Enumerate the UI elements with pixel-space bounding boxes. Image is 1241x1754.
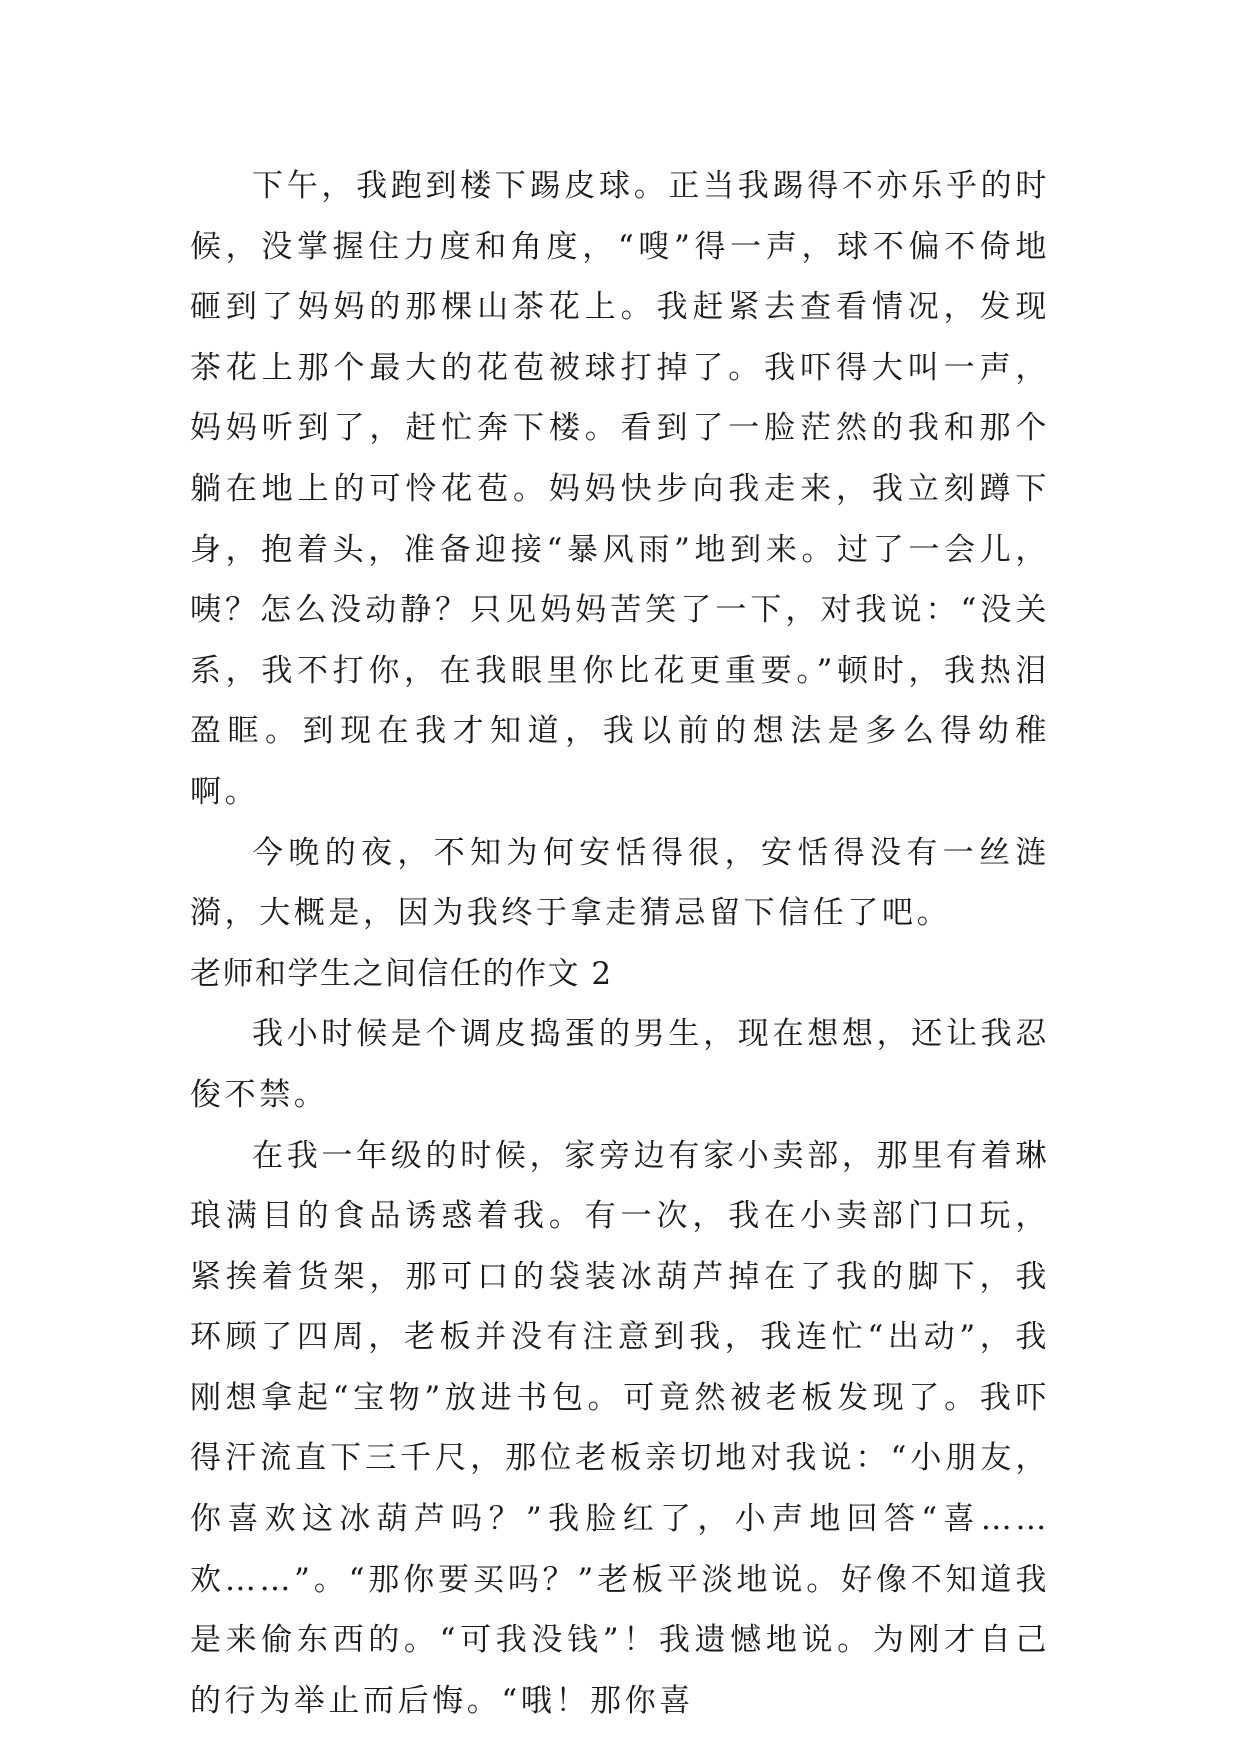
paragraph-football-incident: 下午，我跑到楼下踢皮球。正当我踢得不亦乐乎的时候，没掌握住力度和角度，“嗖”得一声，球不偏不倚地砸到了妈妈的那棵山茶花上。我赶紧去查看情况，发现茶花上那个最大的花苞被球打掉了。我吓得大叫一声，妈妈听到了，赶忙奔下楼。看到了一脸茫然的我和那个躺在地上的可怜花苞。妈妈快步向我走来，我立刻蹲下身，抱着头，准备迎接“暴风雨”地到来。过了一会儿，咦？怎么没动静？只见妈妈苦笑了一下，对我说：“没关系，我不打你，在我眼里你比花更重要。”顿时，我热泪盈眶。到现在我才知道，我以前的想法是多么得幼稚啊。 [190,168,1050,810]
paragraph-childhood-intro: 我小时候是个调皮捣蛋的男生，现在想想，还让我忍俊不禁。 [190,1016,1050,1113]
essay-heading: 老师和学生之间信任的作文 2 [190,955,613,992]
paragraph-quiet-night: 今晚的夜，不知为何安恬得很，安恬得没有一丝涟漪，大概是，因为我终于拿走猜忌留下信任了吧。 [190,834,1050,932]
paragraph-shop-story: 在我一年级的时候，家旁边有家小卖部，那里有着琳琅满目的食品诱惑着我。有一次，我在小卖部门口玩，紧挨着货架，那可口的袋装冰葫芦掉在了我的脚下，我环顾了四周，老板并没有注意到我，我连忙“出动”，我刚想拿起“宝物”放进书包。可竟然被老板发现了。我吓得汗流直下三千尺，那位老板亲切地对我说：“小朋友，你喜欢这冰葫芦吗？”我脸红了，小声地回答“喜……欢……”。“那你要买吗？”老板平淡地说。好像不知道我是来偷东西的。“可我没钱”！我遗憾地说。为刚才自己的行为举止而后悔。“哦！那你喜 [190,1137,1050,1719]
essay-body [190,156,1050,1731]
